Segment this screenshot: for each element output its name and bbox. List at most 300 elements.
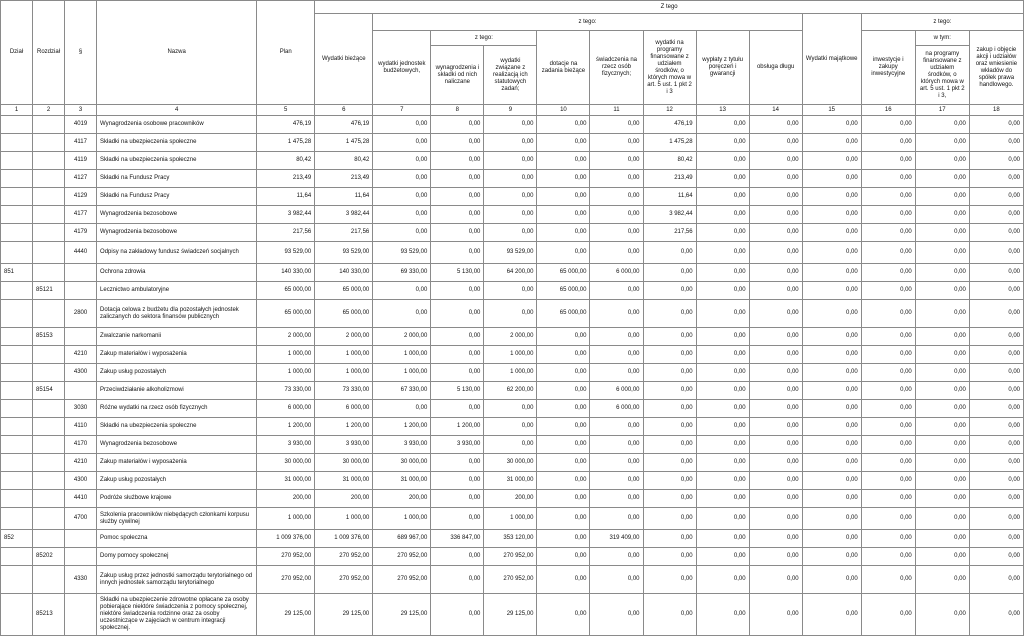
- table-row: [1, 116, 1024, 134]
- cell-rozdzial: 85153: [33, 328, 65, 346]
- cell-nazwa: Składki na ubezpieczenie zdrowotne opłacane za osoby pobierające niektóre świadczenia z pomocy społecznej, niektóre świadczenia rodzinne oraz za osoby uczestniczące w zajęciach w centrum integracji społecznej.: [97, 594, 257, 636]
- cell-value: 0,00: [696, 300, 749, 328]
- cell-value: 0,00: [431, 116, 484, 134]
- cell-paragraf: [65, 382, 97, 400]
- header-z-tego-biezace: z tego:: [373, 14, 802, 31]
- cell-rozdzial: [33, 152, 65, 170]
- cell-plan: 213,49: [257, 170, 315, 188]
- cell-value: 0,00: [373, 116, 431, 134]
- table-row: [1, 152, 1024, 170]
- cell-value: 0,00: [643, 594, 696, 636]
- cell-value: 0,00: [484, 300, 537, 328]
- cell-value: 0,00: [861, 328, 915, 346]
- cell-value: 0,00: [749, 400, 802, 418]
- cell-value: 0,00: [861, 346, 915, 364]
- cell-value: 0,00: [802, 508, 861, 530]
- column-number: 8: [431, 105, 484, 116]
- cell-value: 0,00: [590, 282, 643, 300]
- cell-value: 0,00: [484, 170, 537, 188]
- cell-value: 0,00: [915, 264, 969, 282]
- cell-value: 0,00: [749, 490, 802, 508]
- cell-value: 0,00: [484, 436, 537, 454]
- cell-value: 0,00: [373, 170, 431, 188]
- cell-value: 0,00: [969, 364, 1023, 382]
- cell-value: 0,00: [590, 206, 643, 224]
- cell-rozdzial: [33, 490, 65, 508]
- cell-value: 0,00: [590, 472, 643, 490]
- cell-nazwa: Zakup materiałów i wyposażenia: [97, 346, 257, 364]
- cell-value: 0,00: [537, 548, 590, 566]
- cell-value: 0,00: [915, 508, 969, 530]
- cell-plan: 140 330,00: [257, 264, 315, 282]
- cell-dzial: [1, 548, 33, 566]
- cell-value: 0,00: [749, 242, 802, 264]
- cell-rozdzial: 85213: [33, 594, 65, 636]
- cell-value: 0,00: [643, 364, 696, 382]
- cell-value: 11,64: [315, 188, 373, 206]
- cell-value: 0,00: [696, 454, 749, 472]
- cell-value: 0,00: [373, 400, 431, 418]
- cell-value: 0,00: [643, 300, 696, 328]
- column-number: 5: [257, 105, 315, 116]
- table-row: [1, 364, 1024, 382]
- cell-rozdzial: [33, 436, 65, 454]
- cell-value: 0,00: [969, 224, 1023, 242]
- cell-value: 0,00: [969, 134, 1023, 152]
- cell-value: 0,00: [861, 454, 915, 472]
- cell-value: 0,00: [802, 188, 861, 206]
- cell-nazwa: Dotacja celowa z budżetu dla pozostałych jednostek zaliczanych do sektora finansów publicznych: [97, 300, 257, 328]
- cell-rozdzial: [33, 364, 65, 382]
- cell-value: 0,00: [696, 382, 749, 400]
- cell-nazwa: Składki na ubezpieczenia społeczne: [97, 152, 257, 170]
- cell-value: 1 000,00: [315, 508, 373, 530]
- cell-dzial: [1, 170, 33, 188]
- cell-value: 0,00: [431, 594, 484, 636]
- table-row: [1, 566, 1024, 594]
- cell-value: 30 000,00: [315, 454, 373, 472]
- cell-value: 0,00: [969, 400, 1023, 418]
- cell-dzial: [1, 490, 33, 508]
- cell-value: 0,00: [696, 346, 749, 364]
- cell-value: 0,00: [915, 206, 969, 224]
- cell-nazwa: Zakup usług pozostałych: [97, 472, 257, 490]
- cell-value: 0,00: [915, 346, 969, 364]
- cell-value: 0,00: [696, 116, 749, 134]
- cell-paragraf: [65, 548, 97, 566]
- cell-nazwa: Przeciwdziałanie alkoholizmowi: [97, 382, 257, 400]
- cell-value: 0,00: [696, 418, 749, 436]
- table-row: [1, 300, 1024, 328]
- cell-value: 0,00: [915, 454, 969, 472]
- header-wydatki-biezace: Wydatki bieżące: [315, 14, 373, 105]
- cell-nazwa: Wynagrodzenia bezosobowe: [97, 206, 257, 224]
- cell-value: 62 200,00: [484, 382, 537, 400]
- cell-value: 270 952,00: [484, 548, 537, 566]
- cell-value: 0,00: [749, 566, 802, 594]
- cell-value: 0,00: [696, 152, 749, 170]
- cell-dzial: [1, 328, 33, 346]
- cell-value: 0,00: [969, 206, 1023, 224]
- cell-value: 270 952,00: [484, 566, 537, 594]
- cell-value: 270 952,00: [373, 548, 431, 566]
- cell-plan: 2 000,00: [257, 328, 315, 346]
- cell-value: 0,00: [590, 170, 643, 188]
- cell-dzial: [1, 116, 33, 134]
- cell-nazwa: Zakup usług pozostałych: [97, 364, 257, 382]
- cell-value: 1 475,28: [315, 134, 373, 152]
- cell-value: 0,00: [643, 508, 696, 530]
- cell-value: 270 952,00: [315, 566, 373, 594]
- header-z-tego: Z tego: [315, 1, 1024, 14]
- cell-value: 0,00: [537, 472, 590, 490]
- cell-value: 0,00: [969, 436, 1023, 454]
- cell-value: 0,00: [537, 566, 590, 594]
- cell-value: 0,00: [749, 152, 802, 170]
- cell-value: 0,00: [861, 242, 915, 264]
- cell-value: 0,00: [431, 224, 484, 242]
- cell-nazwa: Ochrona zdrowia: [97, 264, 257, 282]
- cell-value: 0,00: [969, 472, 1023, 490]
- cell-plan: 1 475,28: [257, 134, 315, 152]
- cell-value: 0,00: [643, 472, 696, 490]
- cell-value: 1 000,00: [315, 346, 373, 364]
- cell-value: 0,00: [915, 188, 969, 206]
- header-wydatki-jednostek: wydatki jednostek budżetowych,: [373, 31, 431, 105]
- cell-value: 0,00: [915, 282, 969, 300]
- cell-value: 0,00: [590, 346, 643, 364]
- cell-value: 0,00: [749, 346, 802, 364]
- cell-value: 30 000,00: [484, 454, 537, 472]
- cell-nazwa: Zwalczanie narkomanii: [97, 328, 257, 346]
- cell-value: 73 330,00: [315, 382, 373, 400]
- cell-value: 0,00: [969, 188, 1023, 206]
- cell-dzial: [1, 454, 33, 472]
- cell-rozdzial: 85121: [33, 282, 65, 300]
- cell-value: 0,00: [373, 134, 431, 152]
- cell-value: 0,00: [802, 530, 861, 548]
- header-dzial: Dział: [1, 1, 33, 105]
- cell-value: 0,00: [861, 264, 915, 282]
- cell-nazwa: Podróże służbowe krajowe: [97, 490, 257, 508]
- table-row: [1, 436, 1024, 454]
- cell-value: 217,56: [315, 224, 373, 242]
- cell-value: 64 200,00: [484, 264, 537, 282]
- header-rozdzial: Rozdział: [33, 1, 65, 105]
- cell-value: 65 000,00: [537, 282, 590, 300]
- cell-value: 0,00: [590, 508, 643, 530]
- cell-value: 0,00: [749, 224, 802, 242]
- header-z-tego-majatkowe: z tego:: [861, 14, 1023, 31]
- cell-value: 0,00: [590, 364, 643, 382]
- column-number: 9: [484, 105, 537, 116]
- cell-value: 0,00: [373, 300, 431, 328]
- table-row: [1, 530, 1024, 548]
- cell-value: 1 475,28: [643, 134, 696, 152]
- cell-value: 0,00: [431, 300, 484, 328]
- cell-value: 0,00: [696, 436, 749, 454]
- cell-value: 0,00: [749, 206, 802, 224]
- cell-value: 0,00: [484, 206, 537, 224]
- cell-value: 0,00: [537, 436, 590, 454]
- cell-dzial: 851: [1, 264, 33, 282]
- cell-value: 0,00: [861, 594, 915, 636]
- cell-value: 67 330,00: [373, 382, 431, 400]
- cell-value: 0,00: [373, 206, 431, 224]
- cell-value: 1 000,00: [373, 346, 431, 364]
- cell-plan: 80,42: [257, 152, 315, 170]
- header-wyplaty: wypłaty z tytułu poręczeń i gwarancji: [696, 31, 749, 105]
- cell-value: 0,00: [915, 436, 969, 454]
- cell-value: 1 000,00: [484, 346, 537, 364]
- cell-value: 0,00: [590, 224, 643, 242]
- cell-value: 0,00: [537, 206, 590, 224]
- cell-value: 3 930,00: [431, 436, 484, 454]
- cell-value: 31 000,00: [484, 472, 537, 490]
- cell-paragraf: 4117: [65, 134, 97, 152]
- cell-value: 0,00: [802, 566, 861, 594]
- cell-value: 0,00: [373, 188, 431, 206]
- cell-value: 0,00: [431, 490, 484, 508]
- cell-value: 0,00: [749, 282, 802, 300]
- cell-value: 0,00: [749, 436, 802, 454]
- cell-paragraf: [65, 530, 97, 548]
- cell-value: 0,00: [915, 400, 969, 418]
- cell-value: 5 130,00: [431, 382, 484, 400]
- cell-rozdzial: [33, 116, 65, 134]
- cell-nazwa: Domy pomocy społecznej: [97, 548, 257, 566]
- cell-dzial: [1, 436, 33, 454]
- cell-plan: 65 000,00: [257, 282, 315, 300]
- cell-value: 65 000,00: [537, 264, 590, 282]
- cell-value: 0,00: [431, 472, 484, 490]
- cell-paragraf: 4177: [65, 206, 97, 224]
- cell-value: 0,00: [969, 418, 1023, 436]
- cell-value: 0,00: [969, 300, 1023, 328]
- column-number: 17: [915, 105, 969, 116]
- cell-value: 0,00: [969, 152, 1023, 170]
- cell-plan: 1 000,00: [257, 508, 315, 530]
- cell-value: 0,00: [590, 134, 643, 152]
- cell-value: 0,00: [590, 242, 643, 264]
- cell-value: 2 000,00: [373, 328, 431, 346]
- cell-value: 0,00: [590, 548, 643, 566]
- cell-plan: 30 000,00: [257, 454, 315, 472]
- cell-value: 0,00: [802, 594, 861, 636]
- cell-value: 0,00: [696, 224, 749, 242]
- cell-value: 476,19: [643, 116, 696, 134]
- cell-value: 0,00: [861, 472, 915, 490]
- cell-value: 0,00: [431, 346, 484, 364]
- header-plan: Plan: [257, 1, 315, 105]
- cell-value: 0,00: [802, 364, 861, 382]
- cell-value: 0,00: [802, 152, 861, 170]
- cell-value: 0,00: [537, 530, 590, 548]
- table-row: [1, 548, 1024, 566]
- column-number: 13: [696, 105, 749, 116]
- cell-nazwa: Szkolenia pracowników niebędących członkami korpusu służby cywilnej: [97, 508, 257, 530]
- cell-value: 0,00: [696, 134, 749, 152]
- cell-value: 319 409,00: [590, 530, 643, 548]
- cell-dzial: [1, 594, 33, 636]
- cell-rozdzial: 85202: [33, 548, 65, 566]
- cell-nazwa: Zakup usług przez jednostki samorządu terytorialnego od innych jednostek samorządu terytorialnego: [97, 566, 257, 594]
- cell-value: 2 000,00: [315, 328, 373, 346]
- column-number: 16: [861, 105, 915, 116]
- cell-value: 3 982,44: [315, 206, 373, 224]
- cell-value: 0,00: [861, 282, 915, 300]
- cell-value: 213,49: [315, 170, 373, 188]
- cell-value: 0,00: [802, 382, 861, 400]
- cell-value: 0,00: [749, 300, 802, 328]
- cell-value: 0,00: [861, 530, 915, 548]
- cell-paragraf: 4210: [65, 454, 97, 472]
- cell-nazwa: Lecznictwo ambulatoryjne: [97, 282, 257, 300]
- table-row: [1, 134, 1024, 152]
- cell-value: 1 009 376,00: [315, 530, 373, 548]
- header-z-tego-jednostek: z tego:: [431, 31, 537, 46]
- cell-value: 0,00: [643, 282, 696, 300]
- header-paragraf: §: [65, 1, 97, 105]
- column-number: 18: [969, 105, 1023, 116]
- cell-value: 0,00: [643, 436, 696, 454]
- cell-value: 0,00: [431, 364, 484, 382]
- cell-value: 93 529,00: [484, 242, 537, 264]
- cell-value: 0,00: [484, 418, 537, 436]
- cell-plan: 93 529,00: [257, 242, 315, 264]
- column-number: 4: [97, 105, 257, 116]
- cell-dzial: [1, 418, 33, 436]
- cell-value: 0,00: [373, 152, 431, 170]
- cell-value: 0,00: [431, 188, 484, 206]
- cell-value: 65 000,00: [315, 300, 373, 328]
- cell-value: 0,00: [373, 282, 431, 300]
- cell-plan: 200,00: [257, 490, 315, 508]
- cell-value: 0,00: [696, 594, 749, 636]
- cell-plan: 217,56: [257, 224, 315, 242]
- cell-value: 0,00: [643, 382, 696, 400]
- cell-value: 0,00: [696, 188, 749, 206]
- cell-value: 1 000,00: [315, 364, 373, 382]
- cell-value: 0,00: [484, 188, 537, 206]
- cell-value: 6 000,00: [590, 382, 643, 400]
- table-row: [1, 594, 1024, 636]
- cell-value: 0,00: [537, 594, 590, 636]
- cell-value: 80,42: [643, 152, 696, 170]
- cell-value: 336 847,00: [431, 530, 484, 548]
- cell-value: 0,00: [696, 170, 749, 188]
- cell-paragraf: 4119: [65, 152, 97, 170]
- table-row: [1, 328, 1024, 346]
- cell-value: 0,00: [537, 364, 590, 382]
- cell-value: 0,00: [749, 530, 802, 548]
- cell-dzial: [1, 382, 33, 400]
- cell-value: 31 000,00: [373, 472, 431, 490]
- cell-plan: 1 000,00: [257, 346, 315, 364]
- cell-paragraf: [65, 282, 97, 300]
- cell-dzial: [1, 300, 33, 328]
- cell-value: 0,00: [590, 152, 643, 170]
- cell-value: 0,00: [861, 508, 915, 530]
- cell-value: 0,00: [749, 328, 802, 346]
- cell-value: 0,00: [696, 530, 749, 548]
- cell-value: 0,00: [802, 418, 861, 436]
- cell-value: 0,00: [590, 188, 643, 206]
- cell-plan: 270 952,00: [257, 566, 315, 594]
- cell-value: 0,00: [749, 116, 802, 134]
- cell-dzial: [1, 224, 33, 242]
- column-number: 12: [643, 105, 696, 116]
- cell-nazwa: Składki na Fundusz Pracy: [97, 170, 257, 188]
- cell-value: 0,00: [484, 134, 537, 152]
- cell-value: 0,00: [915, 490, 969, 508]
- cell-value: 0,00: [861, 382, 915, 400]
- cell-paragraf: 4127: [65, 170, 97, 188]
- cell-value: 0,00: [915, 594, 969, 636]
- cell-value: 0,00: [537, 508, 590, 530]
- cell-paragraf: 4019: [65, 116, 97, 134]
- cell-value: 0,00: [802, 242, 861, 264]
- cell-paragraf: 3030: [65, 400, 97, 418]
- cell-value: 0,00: [696, 242, 749, 264]
- cell-value: 0,00: [484, 400, 537, 418]
- cell-nazwa: Odpisy na zakładowy fundusz świadczeń socjalnych: [97, 242, 257, 264]
- cell-rozdzial: [33, 206, 65, 224]
- cell-rozdzial: [33, 400, 65, 418]
- cell-value: 29 125,00: [484, 594, 537, 636]
- cell-value: 476,19: [315, 116, 373, 134]
- cell-value: 93 529,00: [315, 242, 373, 264]
- cell-plan: 476,19: [257, 116, 315, 134]
- cell-value: 0,00: [643, 264, 696, 282]
- cell-plan: 29 125,00: [257, 594, 315, 636]
- cell-value: 0,00: [802, 328, 861, 346]
- cell-value: 0,00: [802, 472, 861, 490]
- cell-value: 0,00: [696, 490, 749, 508]
- cell-paragraf: 4330: [65, 566, 97, 594]
- cell-value: 0,00: [537, 188, 590, 206]
- cell-value: 6 000,00: [315, 400, 373, 418]
- cell-value: 2 000,00: [484, 328, 537, 346]
- table-row: [1, 346, 1024, 364]
- cell-value: 0,00: [373, 224, 431, 242]
- cell-value: 0,00: [969, 282, 1023, 300]
- cell-rozdzial: [33, 472, 65, 490]
- cell-value: 6 000,00: [590, 400, 643, 418]
- cell-value: 0,00: [431, 282, 484, 300]
- cell-value: 0,00: [749, 382, 802, 400]
- cell-value: 3 930,00: [373, 436, 431, 454]
- cell-value: 0,00: [969, 346, 1023, 364]
- table-header: [1, 1, 1024, 116]
- column-number: 11: [590, 105, 643, 116]
- cell-value: 0,00: [431, 242, 484, 264]
- cell-value: 1 000,00: [373, 508, 431, 530]
- cell-dzial: [1, 206, 33, 224]
- cell-value: 0,00: [749, 188, 802, 206]
- cell-value: 0,00: [696, 264, 749, 282]
- cell-value: 0,00: [537, 116, 590, 134]
- cell-value: 0,00: [643, 548, 696, 566]
- cell-value: 0,00: [696, 548, 749, 566]
- cell-value: 0,00: [802, 490, 861, 508]
- cell-value: 0,00: [861, 566, 915, 594]
- cell-value: 1 200,00: [315, 418, 373, 436]
- cell-plan: 65 000,00: [257, 300, 315, 328]
- cell-value: 0,00: [915, 300, 969, 328]
- header-wydatki-majatkowe: Wydatki majątkowe: [802, 14, 861, 105]
- cell-plan: 6 000,00: [257, 400, 315, 418]
